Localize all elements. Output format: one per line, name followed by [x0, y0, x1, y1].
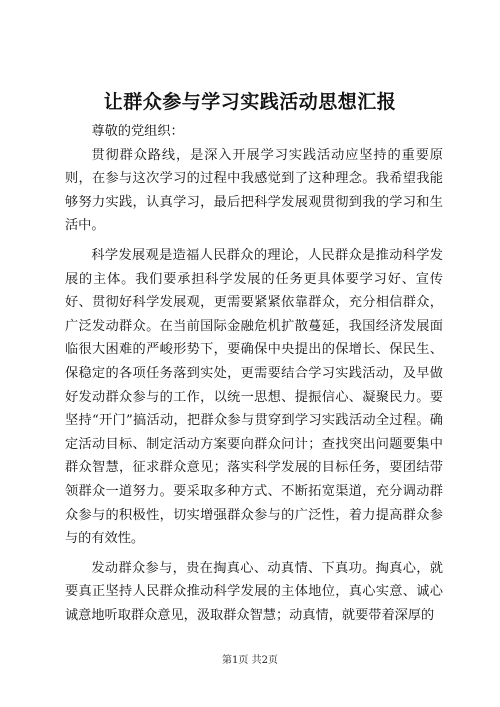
paragraph-1: 贯彻群众路线，是深入开展学习实践活动应坚持的重要原则，在参与这次学习的过程中我感觉到了这种理念。我希望我能够努力实践，认真学习，最后把科学发展观贯彻到我的学习和生活中。: [65, 147, 443, 234]
paragraph-2: 科学发展观是造福人民群众的理论，人民群众是推动科学发展的主体。我们要承担科学发展的任务更具体要学习好、宣传好、贯彻好科学发展观，更需要紧紧依靠群众，充分相信群众，广泛发动群众。在当前国际金融危机扩散蔓延，我国经济发展面临很大困难的严峻形势下，要确保中央提出的保增长、保民生、保稳定的各项任务落到实处，更需要结合学习实践活动，及早做好发动群众参与的工作，以统一思想、提振信心、凝聚民力。要坚持“开门”搞活动，把群众参与贯穿到学习实践活动全过程。确定活动目标、制定活动方案要向群众问计；查找突出问题要集中群众智慧，征求群众意见；落实科学发展的目标任务，要团结带领群众一道努力。要采取多种方式、不断拓宽渠道，充分调动群众参与的积极性，切实增强群众参与的广泛性，着力提高群众参与的有效性。: [65, 247, 443, 547]
document-body: [65, 120, 443, 627]
page-footer: 第1页 共2页: [222, 655, 278, 666]
paragraph-3: 发动群众参与，贵在掏真心、动真情、下真功。掏真心，就要真正坚持人民群众推动科学发展的主体地位，真心实意、诚心诚意地听取群众意见，汲取群众智慧；动真情，就要带着深厚的: [65, 560, 443, 623]
salutation: 尊敬的党组织：: [91, 124, 184, 139]
document-title: 让群众参与学习实践活动思想汇报: [103, 91, 397, 113]
